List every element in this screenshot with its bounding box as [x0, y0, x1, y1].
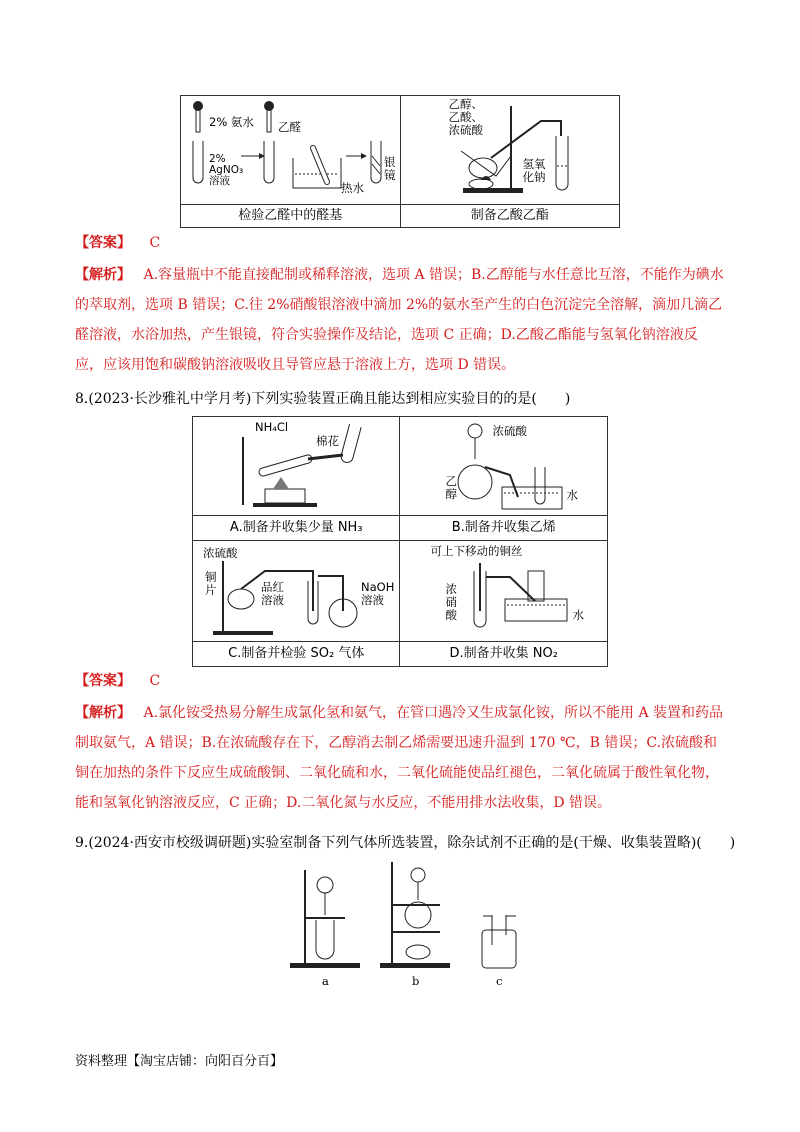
label-ammonia: 2% 氨水: [209, 115, 254, 129]
q8-analysis: [75, 698, 725, 818]
caption-c: C.制备并检验 SO₂ 气体: [193, 642, 400, 667]
label-silver-nitrate: 2% AgNO₃ 溶液: [209, 153, 244, 187]
apparatus-a-drawing: [193, 417, 401, 515]
q8-answer-line: [75, 666, 725, 696]
label-sodium-hydroxide: 氢氧 化钠: [522, 157, 546, 184]
q8-stem: 8.(2023·长沙雅礼中学月考)下列实验装置正确且能达到相应实验目的的是( ): [75, 391, 571, 407]
q8-analysis-text: A.氯化铵受热易分解生成氯化氢和氨气，在管口遇冷又生成氯化铵，所以不能用 A 装置和药品制取氨气，A 错误；B.在浓硫酸存在下，乙醇消去制乙烯需要迅速升温到 170 ℃，B 错误；C.浓硫酸和铜在加热的条件下反应生成硫酸铜、二氧化硫和水，二氧化硫能使品红褪色，二氧化硫属于酸性氧化物，能和氢氧化钠溶液反应，C 正确；D.二氧化氮与水反应，不能用排水法收集，D 错误。: [75, 705, 724, 811]
apparatus-b: [400, 417, 608, 516]
label-d-nitric-acid: 浓 硝 酸: [445, 582, 457, 622]
label-c-fuchsine: 品红 溶液: [261, 580, 284, 607]
label-apparatus-a: a: [322, 974, 329, 988]
label-c-conc-sulfuric: 浓硫酸: [203, 546, 238, 560]
apparatus-d: [400, 541, 608, 642]
caption-aldehyde-test: 检验乙醛中的醛基: [181, 205, 401, 228]
caption-b: B.制备并收集乙烯: [400, 516, 608, 541]
label-nh4cl: NH₄Cl: [255, 420, 289, 434]
ester-prep-diagram: [400, 96, 620, 205]
q7-analysis-text: A.容量瓶中不能直接配制或稀释溶液，选项 A 错误；B.乙醇能与水任意比互溶，不能作为碘水的萃取剂，选项 B 错误；C.往 2%硝酸银溶液中滴加 2%的氨水至产生的白色沉淀完全溶解，滴加几滴乙醛溶液，水浴加热，产生银镜，符合实验操作及结论，选项 C 正确；D.乙酸乙酯能与氢氧化钠溶液反应，应该用饱和碳酸钠溶液吸收且导管应悬于溶液上方，选项 D 错误。: [75, 267, 724, 373]
q8-analysis-tag: 【解析】: [75, 705, 131, 721]
q7-answer-line: [75, 228, 725, 258]
aldehyde-test-drawing: [181, 96, 401, 204]
q7-answer: C: [149, 235, 161, 251]
apparatus-a: [193, 417, 400, 516]
label-b-conc-sulfuric: 浓硫酸: [492, 424, 527, 438]
q9-stem: 9.(2024·西安市校级调研题)实验室制备下列气体所选装置，除杂试剂不正确的是(干燥、收集装置略)( ): [75, 835, 736, 851]
label-cotton: 棉花: [316, 434, 339, 448]
q7-analysis: [75, 260, 725, 380]
caption-d: D.制备并收集 NO₂: [400, 642, 608, 667]
q7-figure-table: [180, 95, 620, 228]
q8-answer: C: [149, 673, 161, 689]
label-b-ethanol: 乙 醇: [445, 474, 457, 501]
ester-prep-drawing: [401, 96, 621, 204]
caption-a: A.制备并收集少量 NH₃: [193, 516, 400, 541]
q7-analysis-tag: 【解析】: [75, 267, 131, 283]
label-apparatus-b: b: [412, 974, 420, 988]
q8-figure-table: [192, 416, 608, 667]
label-c-naoh: NaOH 溶液: [361, 580, 395, 607]
footer-source: 资料整理【淘宝店铺：向阳百分百】: [75, 1054, 284, 1069]
caption-ester-prep: 制备乙酸乙酯: [400, 205, 620, 228]
label-apparatus-c: c: [496, 974, 503, 988]
label-b-water: 水: [566, 488, 578, 502]
q8-answer-tag: 【答案】: [75, 673, 131, 689]
apparatus-c: [193, 541, 400, 642]
label-d-copper-wire: 可上下移动的铜丝: [430, 544, 523, 558]
label-d-water: 水: [572, 608, 584, 622]
label-acetaldehyde: 乙醛: [278, 120, 301, 134]
label-ester-reagents: 乙醇、 乙酸、 浓硫酸: [448, 97, 483, 137]
aldehyde-test-diagram: [181, 96, 401, 205]
q7-answer-tag: 【答案】: [75, 235, 131, 251]
label-hot-water: 热水: [341, 181, 364, 195]
label-c-copper: 铜 片: [205, 570, 217, 597]
label-silver-mirror: 银 镜: [384, 155, 396, 182]
